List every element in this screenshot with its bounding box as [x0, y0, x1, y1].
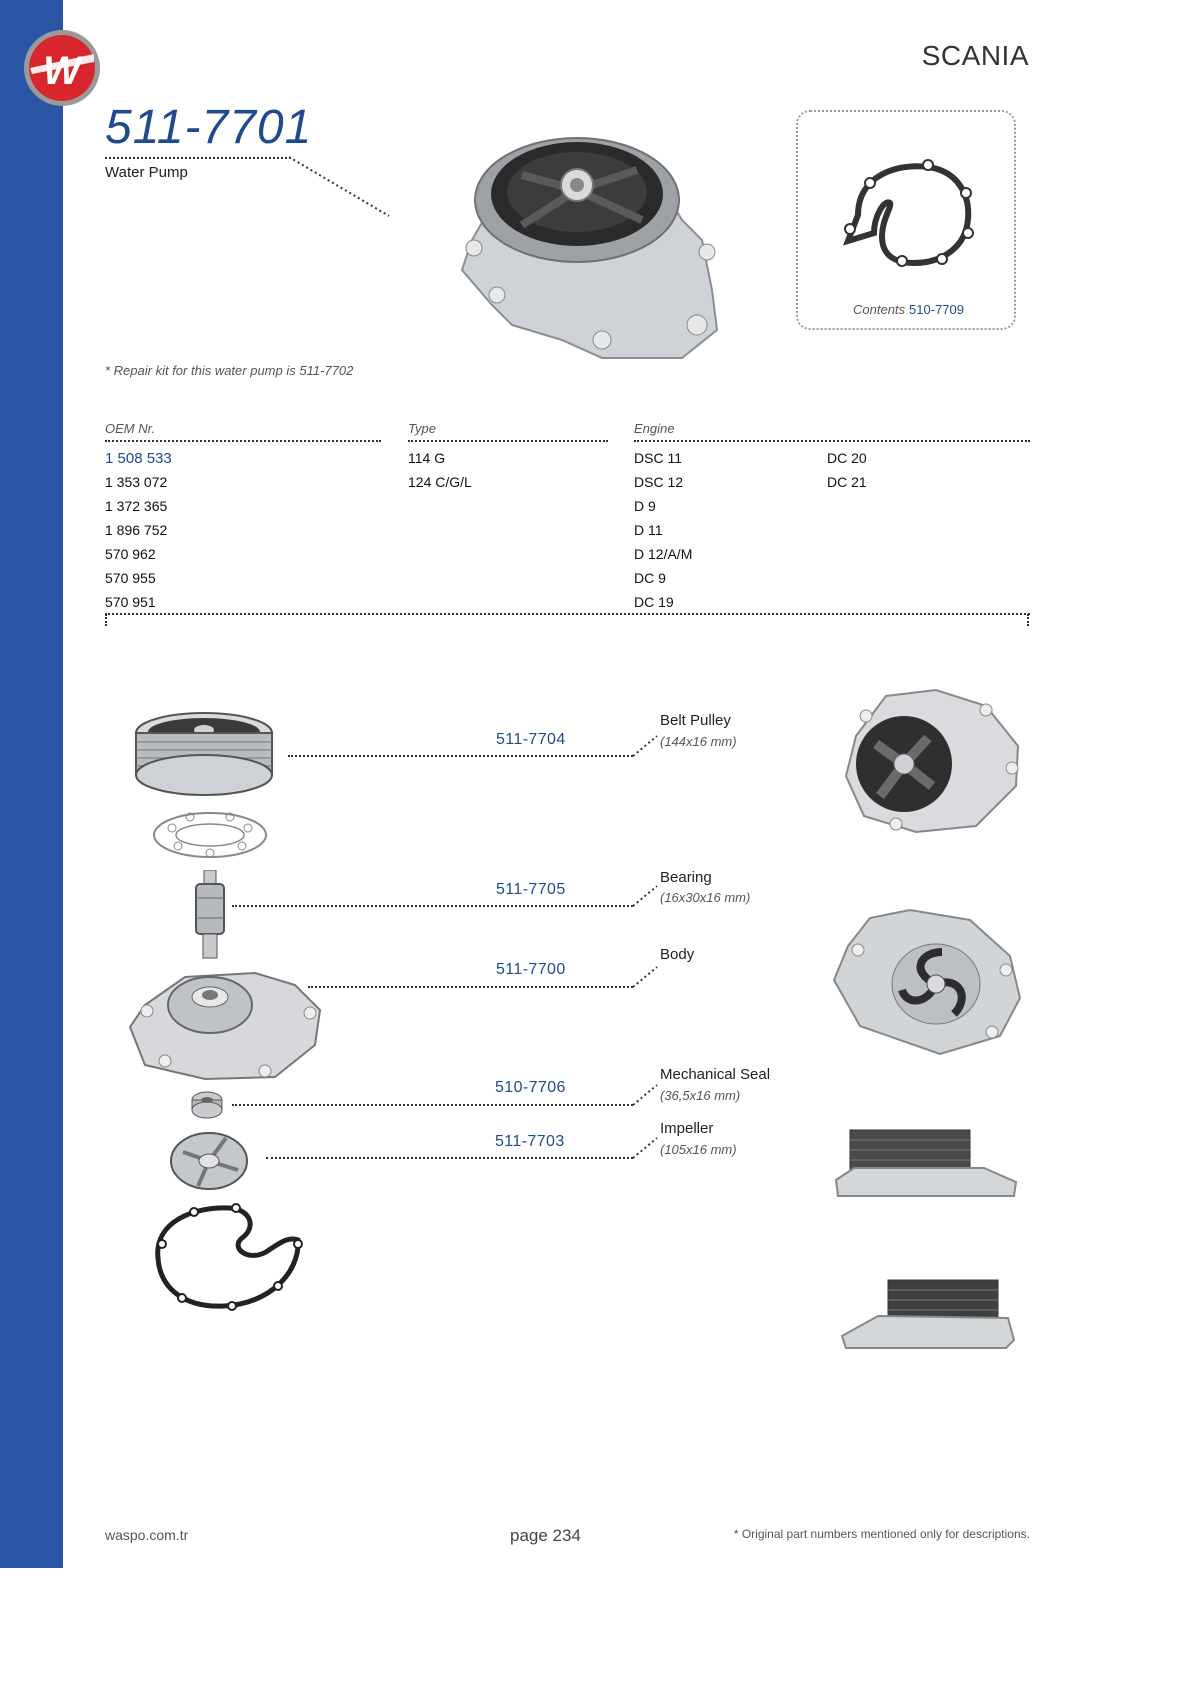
- contents-label: Contents: [853, 302, 906, 317]
- leader-belt-pulley: [288, 755, 633, 757]
- name-impeller: Impeller: [660, 1120, 714, 1137]
- svg-text:W: W: [43, 49, 81, 93]
- oem-header-rule: [105, 440, 381, 442]
- oem-number-4: 1 896 752: [105, 522, 168, 538]
- type-1: 114 G: [408, 450, 446, 466]
- footer-page-number: page 234: [510, 1526, 581, 1545]
- sidebar-band: [0, 0, 63, 1568]
- type-2: 124 C/G/L: [408, 474, 472, 490]
- name-bearing: Bearing: [660, 869, 712, 886]
- type-header: Type: [408, 421, 436, 436]
- engine-header-rule: [634, 440, 1030, 442]
- part-number: 511-7701: [105, 101, 313, 154]
- dims-bearing: (16x30x16 mm): [660, 890, 751, 905]
- engine-8: DC 20: [827, 450, 867, 466]
- engine-6: DC 9: [634, 570, 666, 586]
- dims-mechanical-seal: (36,5x16 mm): [660, 1088, 741, 1103]
- engine-4: D 11: [634, 522, 663, 538]
- oem-header: OEM Nr.: [105, 421, 156, 436]
- code-bearing: 511-7705: [496, 881, 566, 898]
- name-body: Body: [660, 946, 695, 963]
- brand-title: SCANIA: [921, 40, 1029, 71]
- leader-mechanical-seal: [232, 1104, 633, 1106]
- oem-number-6: 570 955: [105, 570, 156, 586]
- impeller-image: [168, 1128, 250, 1199]
- mechanical-seal-image: [189, 1090, 225, 1125]
- pump-view-rear: [830, 906, 1024, 1061]
- leader-body: [308, 986, 633, 988]
- table-left-tick: [105, 614, 107, 626]
- gasket-bottom-image: [138, 1200, 306, 1320]
- engine-5: D 12/A/M: [634, 546, 693, 562]
- waspo-logo: [20, 28, 104, 108]
- bearing-image: [190, 870, 230, 965]
- code-mechanical-seal: 510-7706: [495, 1079, 566, 1096]
- code-belt-pulley: 511-7704: [496, 731, 566, 748]
- belt-pulley-image: [132, 708, 282, 803]
- engine-9: DC 21: [827, 474, 867, 490]
- gasket-image: [838, 155, 978, 280]
- contents-part-number: 510-7709: [909, 302, 964, 317]
- product-name: Water Pump: [105, 164, 188, 181]
- leader-tick-belt-pulley: [632, 735, 658, 757]
- engine-3: D 9: [634, 498, 656, 514]
- oem-number-2: 1 353 072: [105, 474, 168, 490]
- leader-line: [289, 156, 394, 218]
- engine-7: DC 19: [634, 594, 674, 610]
- table-bottom-rule: [105, 613, 1030, 615]
- name-mechanical-seal: Mechanical Seal: [660, 1066, 771, 1083]
- engine-1: DSC 11: [634, 450, 682, 466]
- pump-view-side-2: [838, 1276, 1018, 1357]
- leader-tick-mechanical-seal: [632, 1084, 658, 1106]
- engine-2: DSC 12: [634, 474, 684, 490]
- oem-number-3: 1 372 365: [105, 498, 168, 514]
- name-belt-pulley: Belt Pulley: [660, 712, 731, 729]
- pump-view-side-1: [834, 1124, 1018, 1205]
- leader-tick-impeller: [632, 1137, 658, 1159]
- leader-tick-bearing: [632, 885, 658, 907]
- table-right-tick: [1027, 614, 1029, 626]
- pump-view-front: [836, 686, 1022, 839]
- dims-impeller: (105x16 mm): [660, 1142, 737, 1157]
- footer-website: waspo.com.tr: [105, 1527, 189, 1543]
- leader-tick-body: [632, 966, 658, 988]
- title-underline: [105, 157, 291, 159]
- code-impeller: 511-7703: [495, 1133, 565, 1150]
- pump-body-image: [125, 965, 325, 1090]
- oem-number-7: 570 951: [105, 594, 156, 610]
- engine-header: Engine: [634, 421, 675, 436]
- water-pump-image: [452, 130, 728, 360]
- gasket-contents: [853, 302, 964, 317]
- footer-disclaimer: * Original part numbers mentioned only for descriptions.: [733, 1527, 1030, 1541]
- repair-kit-note: * Repair kit for this water pump is 511-7702: [105, 363, 354, 378]
- seal-ring-image: [150, 808, 270, 868]
- leader-impeller: [266, 1157, 633, 1159]
- oem-number-1: 1 508 533: [105, 450, 172, 467]
- dims-belt-pulley: (144x16 mm): [660, 734, 737, 749]
- type-header-rule: [408, 440, 608, 442]
- oem-number-5: 570 962: [105, 546, 156, 562]
- code-body: 511-7700: [496, 961, 566, 978]
- leader-bearing: [232, 905, 633, 907]
